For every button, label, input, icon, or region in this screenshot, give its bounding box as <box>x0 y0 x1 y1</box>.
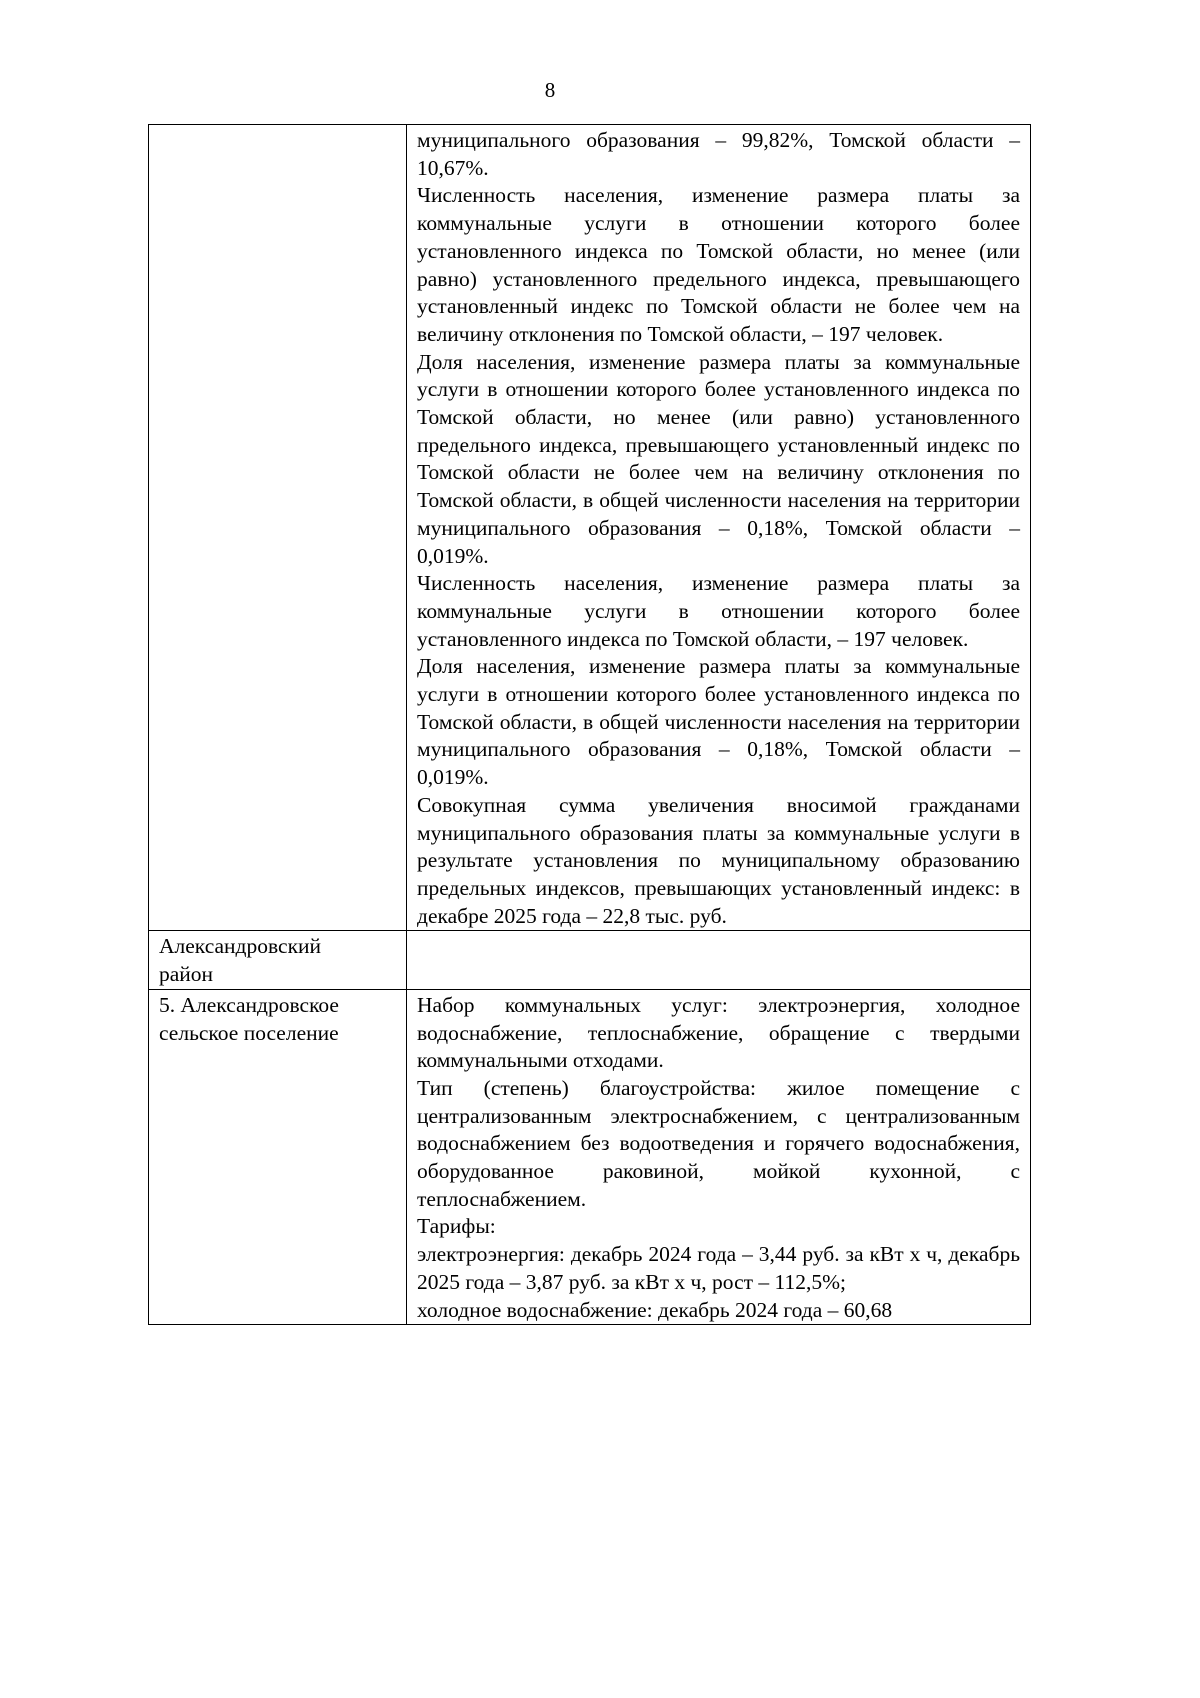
details-paragraph: Тип (степень) благоустройства: жилое помещение с централизованным электроснабжением, с централизованным водоснабжением без водоотведения и горячего водоснабжения, оборудованное раковиной, мойкой кухонной, с теплоснабжением. <box>417 1075 1020 1211</box>
details-paragraph: Набор коммунальных услуг: электроэнергия, холодное водоснабжение, теплоснабжение, обращение с твердыми коммунальными отходами. <box>417 992 1020 1073</box>
district-name: Александровский район <box>159 934 322 987</box>
indices-table <box>148 124 1031 1325</box>
municipality-name: 5. Александровское сельское поселение <box>159 992 339 1045</box>
details-paragraph: Доля населения, изменение размера платы за коммунальные услуги в отношении которого более установленного индекса по Томской области, в общей численности населения на территории муниципального образования – 0,18%, Томской области – 0,019%. <box>417 654 1020 790</box>
table-row <box>149 125 1031 931</box>
details-paragraph: Численность населения, изменение размера платы за коммунальные услуги в отношении которого более установленного индекса по Томской области, – 197 человек. <box>417 571 1020 651</box>
details-cell <box>407 125 1031 931</box>
table-row <box>149 931 1031 989</box>
district-cell <box>149 931 407 989</box>
municipality-cell <box>149 125 407 931</box>
details-cell <box>407 931 1031 989</box>
details-paragraph: муниципального образования – 99,82%, Томской области – 10,67%. <box>417 128 1020 180</box>
details-paragraph: Тарифы: <box>417 1214 496 1239</box>
table-row <box>149 989 1031 1324</box>
details-cell <box>407 989 1031 1324</box>
page-number: 8 <box>544 78 556 102</box>
details-paragraph: Совокупная сумма увеличения вносимой гражданами муниципального образования платы за коммунальные услуги в результате установления по муниципальному образованию предельных индексов, превышающих установленный индекс: в декабре 2025 года – 22,8 тыс. руб. <box>417 792 1020 928</box>
details-paragraph: холодное водоснабжение: декабрь 2024 года – 60,68 <box>417 1297 893 1322</box>
details-paragraph: Численность населения, изменение размера платы за коммунальные услуги в отношении которого более установленного индекса по Томской области, но менее (или равно) установленного предельного индекса, превышающего установленный индекс по Томской области не более чем на величину отклонения по Томской области, – 197 человек. <box>417 183 1020 346</box>
details-paragraph: Доля населения, изменение размера платы за коммунальные услуги в отношении которого более установленного индекса по Томской области, но менее (или равно) установленного предельного индекса, превышающего установленный индекс по Томской области не более чем на величину отклонения по Томской области, в общей численности населения на территории муниципального образования – 0,18%, Томской области – 0,019%. <box>417 349 1020 568</box>
details-paragraph: электроэнергия: декабрь 2024 года – 3,44 руб. за кВт х ч, декабрь 2025 года – 3,87 руб. за кВт х ч, рост – 112,5%; <box>417 1242 1020 1294</box>
municipality-cell <box>149 989 407 1324</box>
